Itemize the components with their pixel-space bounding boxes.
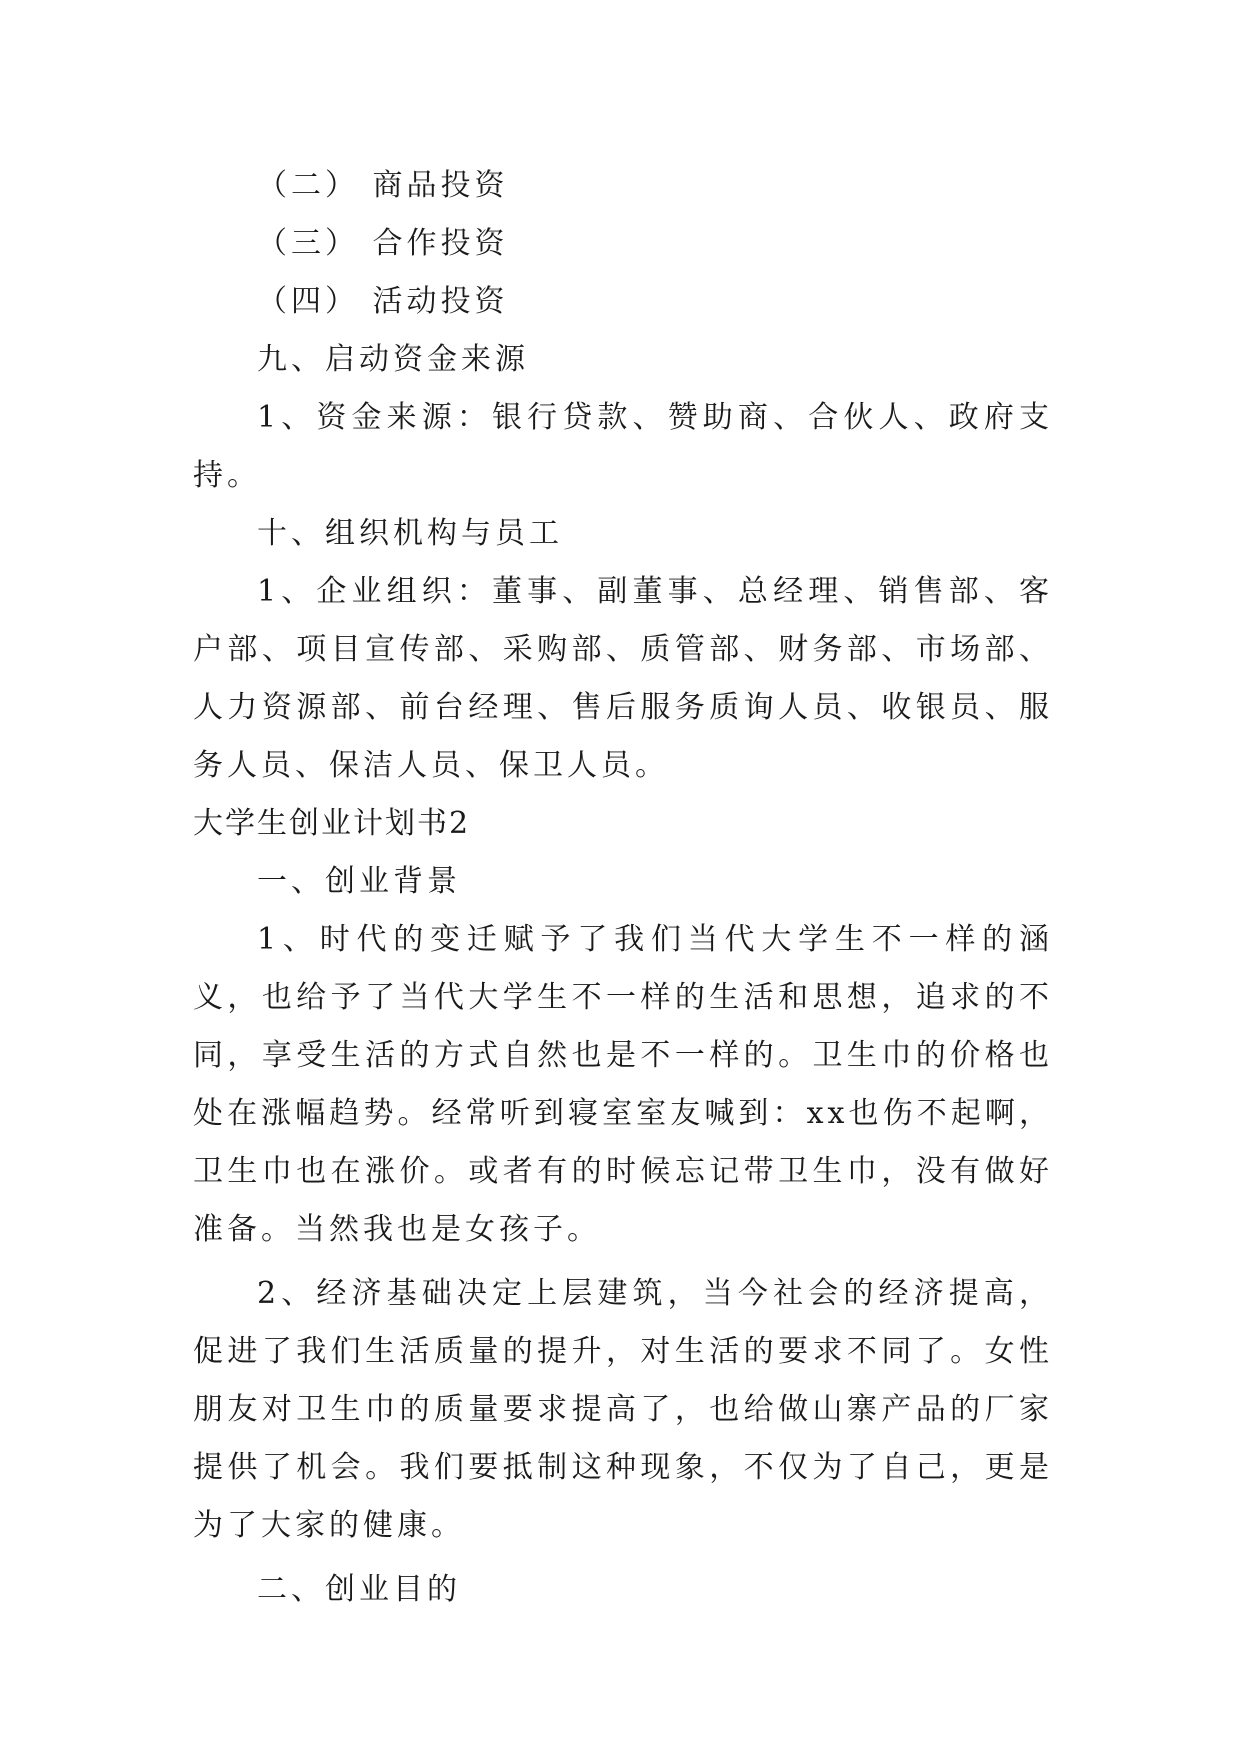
plan-2-section-1-heading: 一、创业背景 bbox=[257, 864, 461, 899]
plan-2-section-1-paragraph-2: 2、经济基础决定上层建筑，当今社会的经济提高，促进了我们生活质量的提升，对生活的要求不同了。女性朋友对卫生巾的质量要求提高了，也给做山寨产品的厂家提供了机会。我们要抵制这种现象，不仅为了自己，更是为了大家的健康。 bbox=[193, 1276, 1053, 1543]
document-body bbox=[193, 157, 1053, 1619]
investment-item-4: （四） 活动投资 bbox=[257, 284, 509, 319]
investment-item-2: （二） 商品投资 bbox=[257, 168, 509, 203]
section-9-heading: 九、启动资金来源 bbox=[257, 342, 529, 377]
investment-item-3: （三） 合作投资 bbox=[257, 226, 509, 261]
section-10-heading: 十、组织机构与员工 bbox=[257, 516, 563, 551]
plan-2-title: 大学生创业计划书2 bbox=[193, 806, 471, 841]
plan-2-section-1-paragraph-1: 1、时代的变迁赋予了我们当代大学生不一样的涵义，也给予了当代大学生不一样的生活和思想，追求的不同，享受生活的方式自然也是不一样的。卫生巾的价格也处在涨幅趋势。经常听到寝室室友喊到：xx也伤不起啊，卫生巾也在涨价。或者有的时候忘记带卫生巾，没有做好准备。当然我也是女孩子。 bbox=[193, 922, 1053, 1247]
plan-2-section-2-heading: 二、创业目的 bbox=[257, 1572, 461, 1607]
section-9-paragraph-1: 1、资金来源：银行贷款、赞助商、合伙人、政府支持。 bbox=[193, 400, 1053, 493]
section-10-paragraph-1: 1、企业组织：董事、副董事、总经理、销售部、客户部、项目宣传部、采购部、质管部、财务部、市场部、人力资源部、前台经理、售后服务质询人员、收银员、服务人员、保洁人员、保卫人员。 bbox=[193, 574, 1053, 783]
